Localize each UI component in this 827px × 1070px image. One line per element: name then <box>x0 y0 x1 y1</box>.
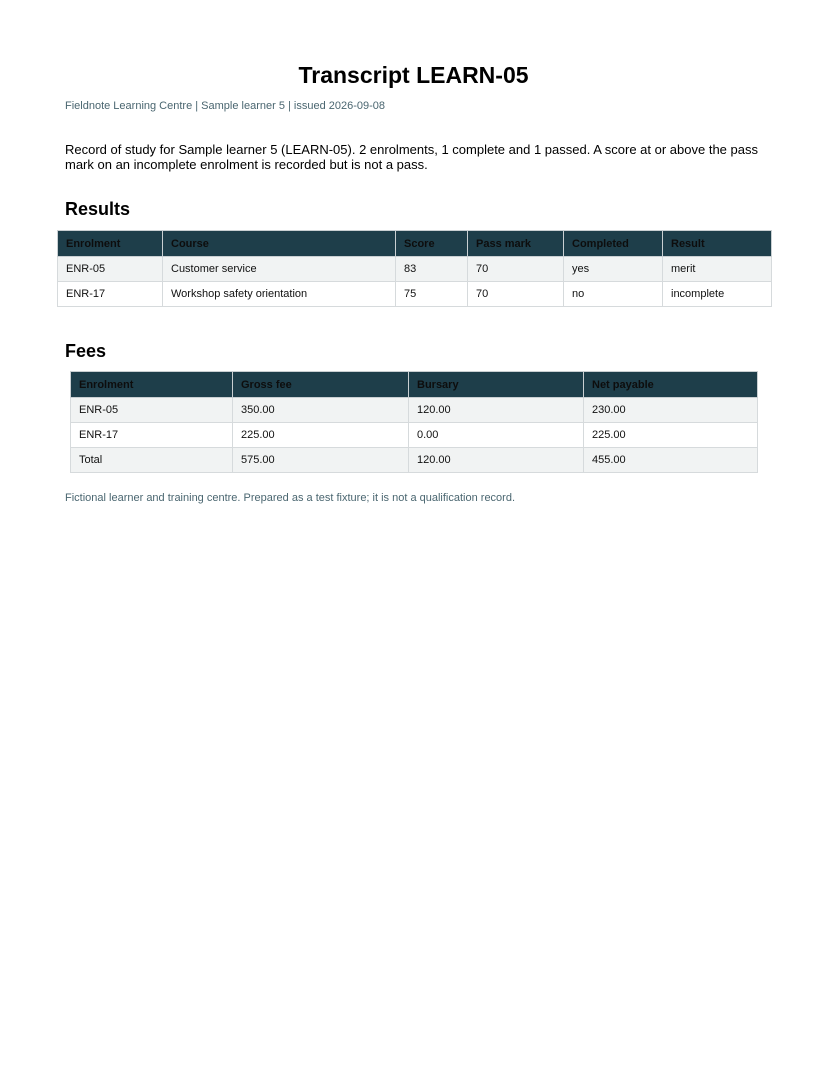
document-subtitle: Fieldnote Learning Centre | Sample learner 5 | issued 2026-09-08 <box>65 100 386 112</box>
table-cell: no <box>564 282 663 307</box>
table-cell: merit <box>663 257 772 282</box>
table-cell: 225.00 <box>584 423 758 448</box>
fees-header-row <box>71 372 758 398</box>
fees-table <box>70 371 758 473</box>
table-row <box>58 282 772 307</box>
table-cell: incomplete <box>663 282 772 307</box>
table-cell: Customer service <box>163 257 396 282</box>
table-cell: 120.00 <box>409 448 584 473</box>
results-table <box>57 230 772 307</box>
table-cell: 83 <box>396 257 468 282</box>
table-cell: yes <box>564 257 663 282</box>
total-row <box>71 448 758 473</box>
table-cell: 75 <box>396 282 468 307</box>
footnote: Fictional learner and training centre. Prepared as a test fixture; it is not a qualification record. <box>65 492 516 504</box>
table-row <box>58 257 772 282</box>
table-cell: Workshop safety orientation <box>163 282 396 307</box>
column-header: Enrolment <box>58 231 163 257</box>
results-header-row <box>58 231 772 257</box>
column-header: Bursary <box>409 372 584 398</box>
column-header: Gross fee <box>233 372 409 398</box>
table-row <box>71 423 758 448</box>
column-header: Completed <box>564 231 663 257</box>
table-cell: 455.00 <box>584 448 758 473</box>
table-cell: 350.00 <box>233 398 409 423</box>
table-cell: ENR-17 <box>71 423 233 448</box>
table-cell: 230.00 <box>584 398 758 423</box>
table-cell: ENR-05 <box>58 257 163 282</box>
column-header: Enrolment <box>71 372 233 398</box>
column-header: Pass mark <box>468 231 564 257</box>
column-header: Course <box>163 231 396 257</box>
table-cell: 70 <box>468 257 564 282</box>
table-row <box>71 398 758 423</box>
column-header: Score <box>396 231 468 257</box>
page-title: Transcript LEARN-05 <box>298 62 529 88</box>
intro-paragraph: Record of study for Sample learner 5 (LEARN-05). 2 enrolments, 1 complete and 1 passed. A score at or above the pass mark on an incomplete enrolment is recorded but is not a pass. <box>65 142 758 172</box>
table-cell: Total <box>71 448 233 473</box>
table-cell: 225.00 <box>233 423 409 448</box>
results-heading: Results <box>65 199 131 219</box>
fees-heading: Fees <box>65 341 107 361</box>
column-header: Result <box>663 231 772 257</box>
table-cell: 0.00 <box>409 423 584 448</box>
table-cell: 70 <box>468 282 564 307</box>
table-cell: 120.00 <box>409 398 584 423</box>
table-cell: ENR-05 <box>71 398 233 423</box>
table-cell: 575.00 <box>233 448 409 473</box>
table-cell: ENR-17 <box>58 282 163 307</box>
column-header: Net payable <box>584 372 758 398</box>
